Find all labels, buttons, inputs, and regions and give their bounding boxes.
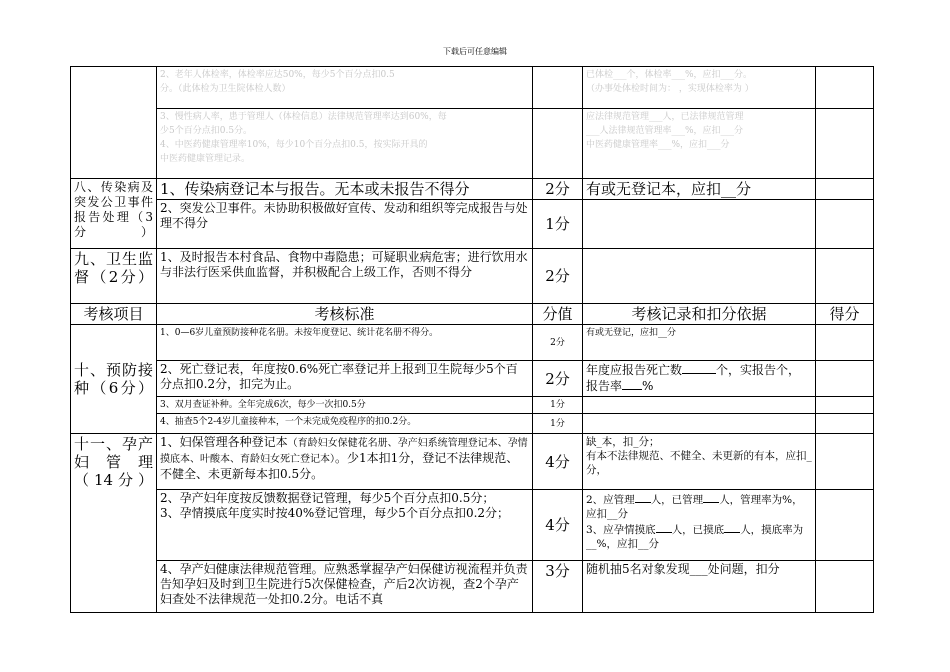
- sec10-score-1: 2分: [533, 325, 583, 361]
- sec9-row: [71, 249, 874, 304]
- empty-item-cell: [71, 67, 157, 179]
- sec8-row-1: [71, 179, 874, 200]
- faded-row-2: [71, 109, 874, 179]
- sec10-standard-1: 1、0—6岁儿童预防接种花名册。未按年度登记、统计花名册不得分。: [157, 325, 533, 361]
- sec11-score-1: 4分: [533, 434, 583, 490]
- sec8-row-2: [71, 200, 874, 249]
- header-note: 下载后可任意编辑: [443, 47, 507, 56]
- sec11-standard-1: 1、妇保管理各种登记本（育龄妇女保健花名册、孕产妇系统管理登记本、孕情摸底本、叶酸本、育龄妇女死亡登记本）。少1本扣1分，登记不法律规范、不健全、未更新每本扣0.5分。: [157, 434, 533, 490]
- sec10-standard-3: 3、双月查证补种。全年完成6次，每少一次扣0.5分: [157, 397, 533, 414]
- sec8-standard-1: 1、传染病登记本与报告。无本或未报告不得分: [157, 179, 533, 200]
- header-score: 分值: [533, 304, 583, 325]
- sec10-record-2: 年度应报告死亡数 个，实报告个，报告率 %: [583, 361, 816, 397]
- sec10-record-1: 有或无登记，应扣__分: [583, 325, 816, 361]
- table-header-row: [71, 304, 874, 325]
- assessment-table: [70, 66, 874, 613]
- sec11-row-1: [71, 434, 874, 490]
- sec8-score-1: 2分: [533, 179, 583, 200]
- header-points: 得分: [816, 304, 874, 325]
- sec10-row-3: [71, 397, 874, 414]
- sec11-row-3: [71, 561, 874, 613]
- sec11-record-3: 随机抽5名对象发现___处问题，扣分: [583, 561, 816, 613]
- sec9-item: 九、卫生监督（2分）: [71, 249, 157, 304]
- sec10-row-4: [71, 414, 874, 434]
- sec10-row-1: [71, 325, 874, 361]
- sec11-record-1: 缺_本，扣_分； 有本不法律规范、不健全、未更新的有本，应扣_分，: [583, 434, 816, 490]
- sec11-standard-2: 2、孕产妇年度按反馈数据登记管理，每少5个百分点扣0.5分； 3、孕情摸底年度实时按40%登记管理，每少5个百分点扣0.2分；: [157, 490, 533, 561]
- sec10-score-3: 1分: [533, 397, 583, 414]
- sec9-score: 2分: [533, 249, 583, 304]
- sec8-score-2: 1分: [533, 200, 583, 249]
- header-record: 考核记录和扣分依据: [583, 304, 816, 325]
- sec11-row-2: [71, 490, 874, 561]
- sec10-score-4: 1分: [533, 414, 583, 434]
- faded-record-2: 应法律规范管理___人，已法律规范管理 ___人法律规范管理率___%，应扣___分 中医药健康管理率___%，应扣___分: [583, 109, 816, 179]
- sec8-item: 八、传染病及突发公卫事件报告处理（3分）: [71, 179, 157, 249]
- header-item: 考核项目: [71, 304, 157, 325]
- faded-row-1: [71, 67, 874, 109]
- sec10-item: 十、预防接种（6分）: [71, 325, 157, 434]
- sec9-standard: 1、及时报告本村食品、食物中毒隐患；可疑职业病危害；进行饮用水与非法行医采供血监督，并积极配合上级工作，否则不得分: [157, 249, 533, 304]
- sec10-standard-4: 4、抽查5个2-4岁儿童接种本，一个未完成免疫程序的扣0.2分。: [157, 414, 533, 434]
- sec8-record-1: 有或无登记本，应扣__分: [583, 179, 816, 200]
- sec11-score-3: 3分: [533, 561, 583, 613]
- faded-standard-2: 3、慢性病人率，患于管理人（体检信息）法律规范管理率达到60%，每 少5个百分点扣0.5分。 4、中医药健康管理率10%，每少10个百分点扣0.5，按实际开具的 中医药健康管理记录。: [157, 109, 533, 179]
- header-standard: 考核标准: [157, 304, 533, 325]
- faded-standard-1: 2、老年人体检率，体检率应达50%，每少5个百分点扣0.5 分。（此体检为卫生院体检人数）: [157, 67, 533, 109]
- sec10-score-2: 2分: [533, 361, 583, 397]
- faded-record-1: 已体检___个，体检率___%，应扣___分。 （办事处体检时间为： ，实现体检率为 ）: [583, 67, 816, 109]
- sec8-standard-2: 2、突发公卫事件。未协助积极做好宣传、发动和组织等完成报告与处理不得分: [157, 200, 533, 249]
- sec11-standard-3: 4、孕产妇健康法律规范管理。应熟悉掌握孕产妇保健访视流程并负责告知孕妇及时到卫生院进行5次保健检查，产后2次访视，查2个孕产妇查处不法律规范一处扣0.2分。电话不真: [157, 561, 533, 613]
- sec11-item: 十一、孕产妇管理（14分）: [71, 434, 157, 613]
- sec10-row-2: [71, 361, 874, 397]
- sec11-score-2: 4分: [533, 490, 583, 561]
- sec11-record-2: 2、应管理 人，已管理 人，管理率为%，应扣__分 3、应孕情摸底 人，已摸底 人，摸底率为__%，应扣__分: [583, 490, 816, 561]
- sec10-standard-2: 2、死亡登记表，年度按0.6%死亡率登记并上报到卫生院每少5个百分点扣0.2分，扣完为止。: [157, 361, 533, 397]
